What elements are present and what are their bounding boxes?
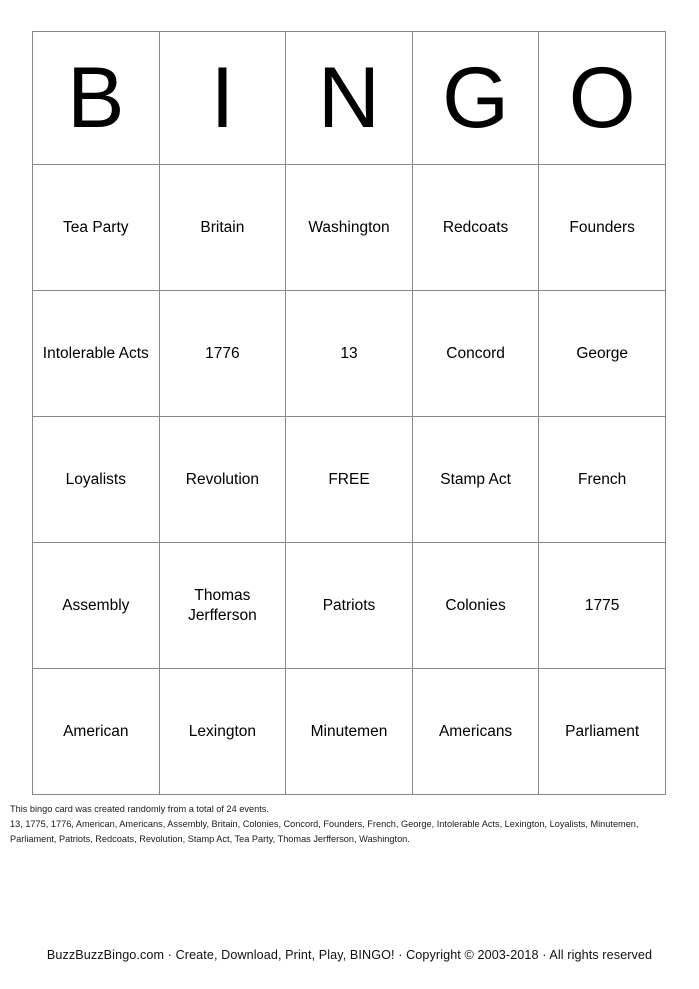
bingo-header-row [33,32,665,165]
bingo-cell[interactable] [286,165,413,290]
bingo-cell[interactable] [286,543,413,668]
bingo-cell[interactable] [539,543,665,668]
bingo-cell-label: Patriots [322,596,376,614]
bingo-header-letter-b: B [33,32,160,164]
bingo-cell-label: Concord [446,344,505,362]
bingo-cell-label: American [63,722,129,740]
bingo-cell[interactable] [539,417,665,542]
bingo-cell[interactable] [33,165,160,290]
bingo-cell-label: Founders [569,218,635,236]
bingo-cell[interactable] [33,417,160,542]
bingo-cell-label: FREE [328,470,370,488]
bingo-cell[interactable] [33,291,160,416]
bingo-cell-label: Britain [200,218,245,236]
bingo-cell-label: Redcoats [442,218,509,236]
bingo-cell[interactable] [413,543,540,668]
bingo-cell-label: Loyalists [65,470,126,488]
bingo-row [33,165,665,291]
bingo-cell[interactable] [160,165,287,290]
bingo-cell-label: 1775 [584,596,620,614]
bingo-cell-label: Assembly [62,596,130,614]
bingo-cell-label: 13 [340,344,358,362]
bingo-cell[interactable] [413,417,540,542]
bingo-cell-label: Colonies [445,596,506,614]
bingo-header-letter-i: I [160,32,287,164]
bingo-cell-label: Intolerable Acts [42,344,149,362]
caption-event-list-line-2: Parliament, Patriots, Redcoats, Revolution, Stamp Act, Tea Party, Thomas Jerfferson, Washington. [10,833,410,844]
page-footer: BuzzBuzzBingo.com · Create, Download, Print, Play, BINGO! · Copyright © 2003-2018 · All rights reserved [46,948,653,962]
bingo-cell[interactable] [160,291,287,416]
bingo-cell-label: Thomas Jerfferson [188,587,257,624]
bingo-cell[interactable] [413,165,540,290]
bingo-header-letter-o: O [568,50,636,146]
bingo-cell-label: French [578,470,627,488]
bingo-cell[interactable] [539,291,665,416]
caption-summary-line: This bingo card was created randomly from a total of 24 events. [10,804,269,814]
bingo-cell-label: Parliament [565,722,640,740]
bingo-cell-label: 1776 [205,344,240,362]
bingo-cell[interactable] [33,543,160,668]
bingo-card [32,31,666,795]
bingo-row [33,669,665,794]
bingo-cell[interactable] [160,417,287,542]
bingo-cell-label: George [576,344,629,362]
bingo-cell-free[interactable] [286,417,413,542]
bingo-row [33,543,665,669]
bingo-cell[interactable] [160,543,287,668]
bingo-cell-label: Tea Party [63,218,129,236]
bingo-cell-label: Americans [438,722,513,740]
bingo-cell-label: Washington [308,218,390,236]
bingo-cell[interactable] [286,291,413,416]
bingo-cell[interactable] [413,669,540,794]
bingo-row [33,291,665,417]
card-caption [10,802,680,847]
bingo-cell-label: Minutemen [310,722,388,740]
bingo-cell[interactable] [160,669,287,794]
bingo-cell[interactable] [539,165,665,290]
caption-event-list-line-1: 13, 1775, 1776, American, Americans, Assembly, Britain, Colonies, Concord, Founders, French, George, Intolerable Acts, Lexington, Loyalists, Minutemen, [10,818,639,829]
bingo-cell-label: Lexington [188,722,256,740]
bingo-row [33,417,665,543]
bingo-header-letter-n: N [286,32,413,164]
bingo-cell-label: Stamp Act [440,470,511,488]
bingo-cell[interactable] [33,669,160,794]
bingo-cell[interactable] [539,669,665,794]
bingo-cell[interactable] [286,669,413,794]
bingo-header-letter-g: G [413,32,540,164]
bingo-cell[interactable] [413,291,540,416]
bingo-cell-label: Revolution [185,470,260,488]
